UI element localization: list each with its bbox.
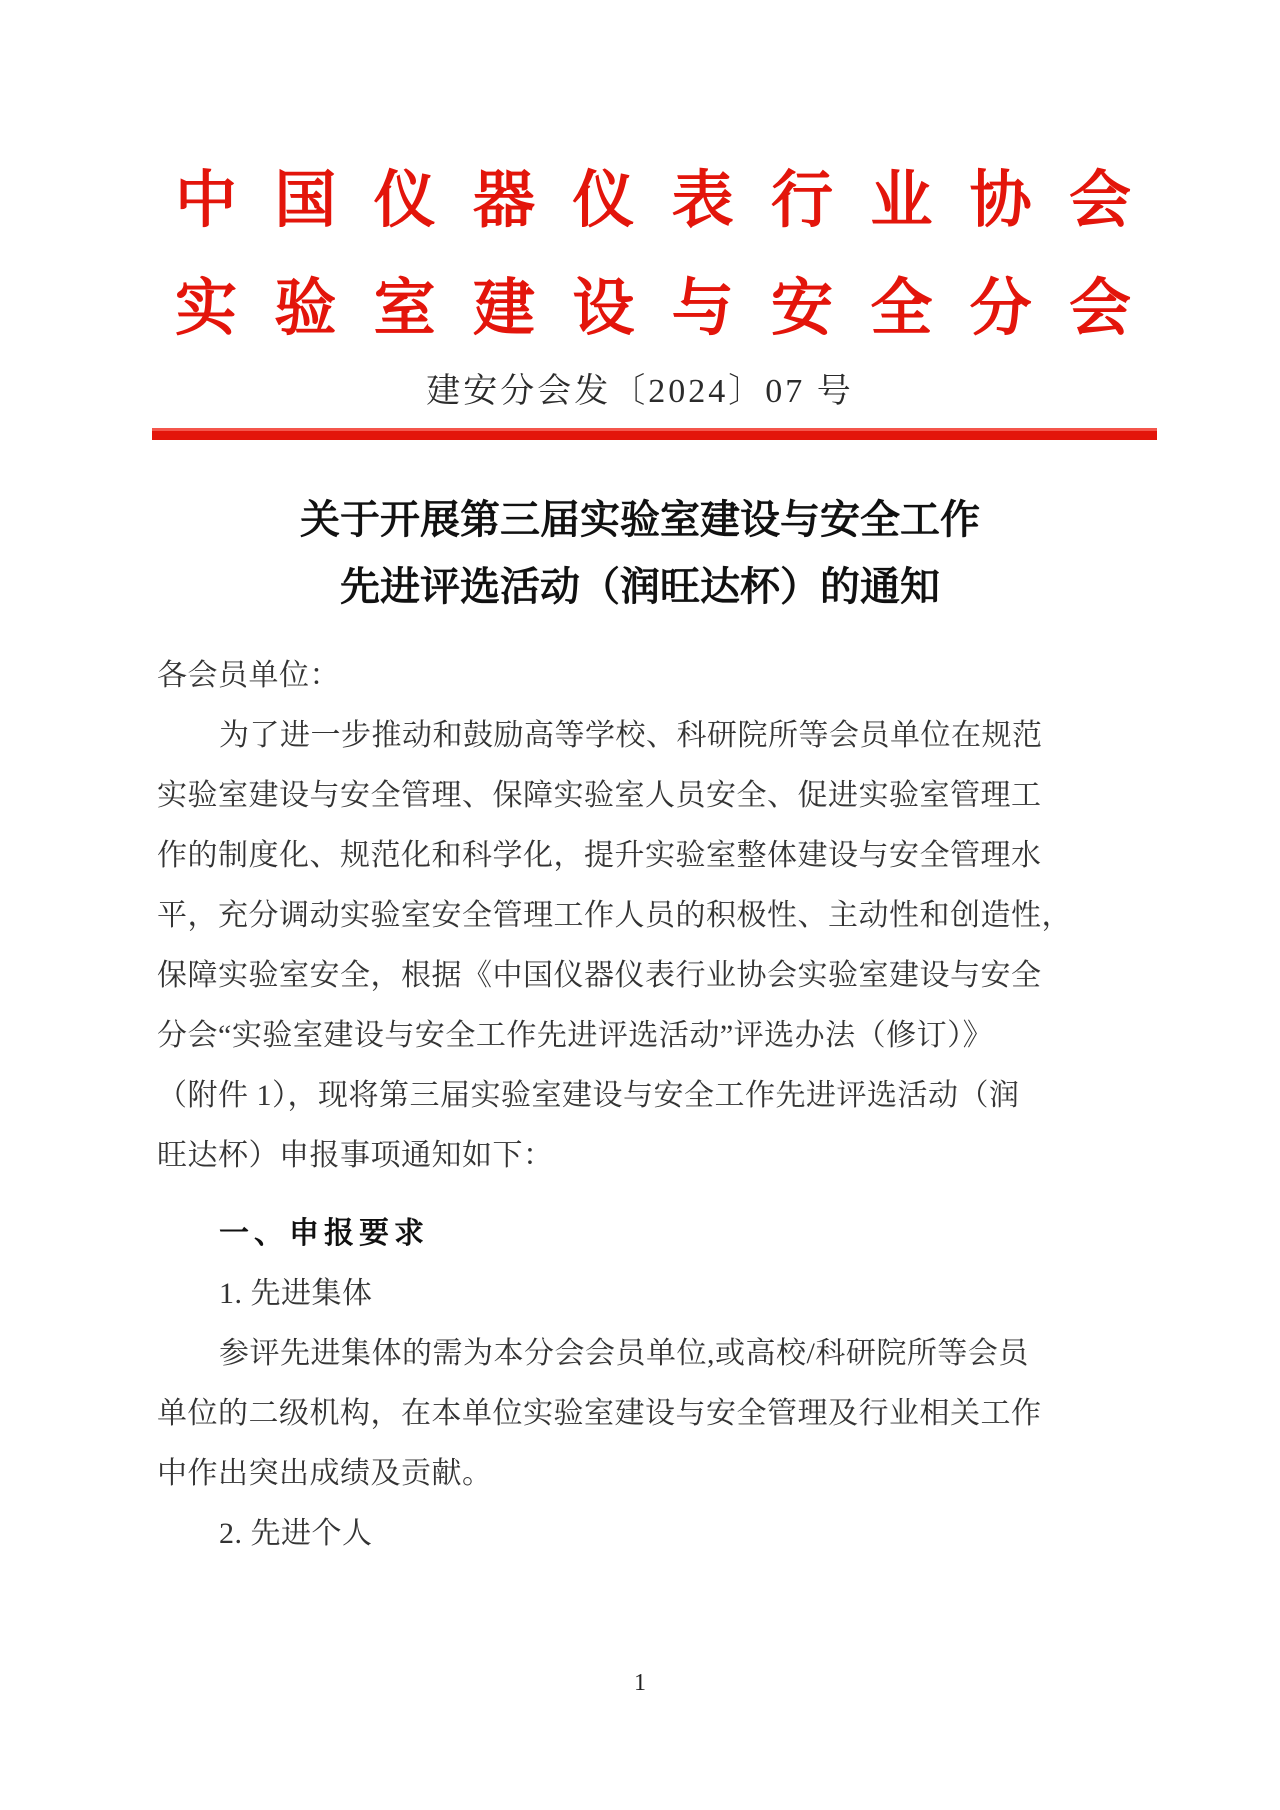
paragraph-line: 保障实验室安全，根据《中国仪器仪表行业协会实验室建设与安全 — [157, 959, 1042, 992]
org-name-line-1: 中国仪器仪表行业协会 — [175, 166, 1131, 235]
document-title-line-2: 先进评选活动（润旺达杯）的通知 — [340, 565, 940, 609]
document-title-line-1: 关于开展第三届实验室建设与安全工作 — [300, 498, 980, 542]
red-separator-line — [152, 428, 1157, 440]
org-name-line-2: 实验室建设与安全分会 — [175, 274, 1131, 343]
paragraph-line: 旺达杯）申报事项通知如下： — [157, 1139, 554, 1172]
document-body — [157, 646, 1127, 1564]
paragraph-line: 为了进一步推动和鼓励高等学校、科研院所等会员单位在规范 — [219, 719, 1043, 752]
paragraph-line: 单位的二级机构，在本单位实验室建设与安全管理及行业相关工作 — [157, 1397, 1042, 1430]
section-heading: 一、申报要求 — [219, 1217, 429, 1250]
salutation: 各会员单位： — [157, 659, 340, 692]
paragraph-line: 作的制度化、规范化和科学化，提升实验室整体建设与安全管理水 — [157, 839, 1042, 872]
document-title — [0, 487, 1280, 621]
paragraph-line: 参评先进集体的需为本分会会员单位,或高校/科研院所等会员 — [219, 1337, 1029, 1370]
item-label-1: 1. 先进集体 — [219, 1277, 373, 1310]
item-label-2: 2. 先进个人 — [219, 1517, 373, 1550]
paragraph-line: 中作出突出成绩及贡献。 — [157, 1457, 493, 1490]
paragraph-line: 实验室建设与安全管理、保障实验室人员安全、促进实验室管理工 — [157, 779, 1042, 812]
doc-number: 建安分会发〔2024〕07 号 — [426, 373, 854, 410]
paragraph-line: 分会“实验室建设与安全工作先进评选活动”评选办法（修订）》 — [157, 1019, 994, 1052]
paragraph-line: （附件 1），现将第三届实验室建设与安全工作先进评选活动（润 — [157, 1079, 1020, 1112]
org-name — [175, 147, 1131, 363]
page-number: 1 — [634, 1670, 646, 1696]
paragraph-line: 平，充分调动实验室安全管理工作人员的积极性、主动性和创造性， — [157, 899, 1072, 932]
